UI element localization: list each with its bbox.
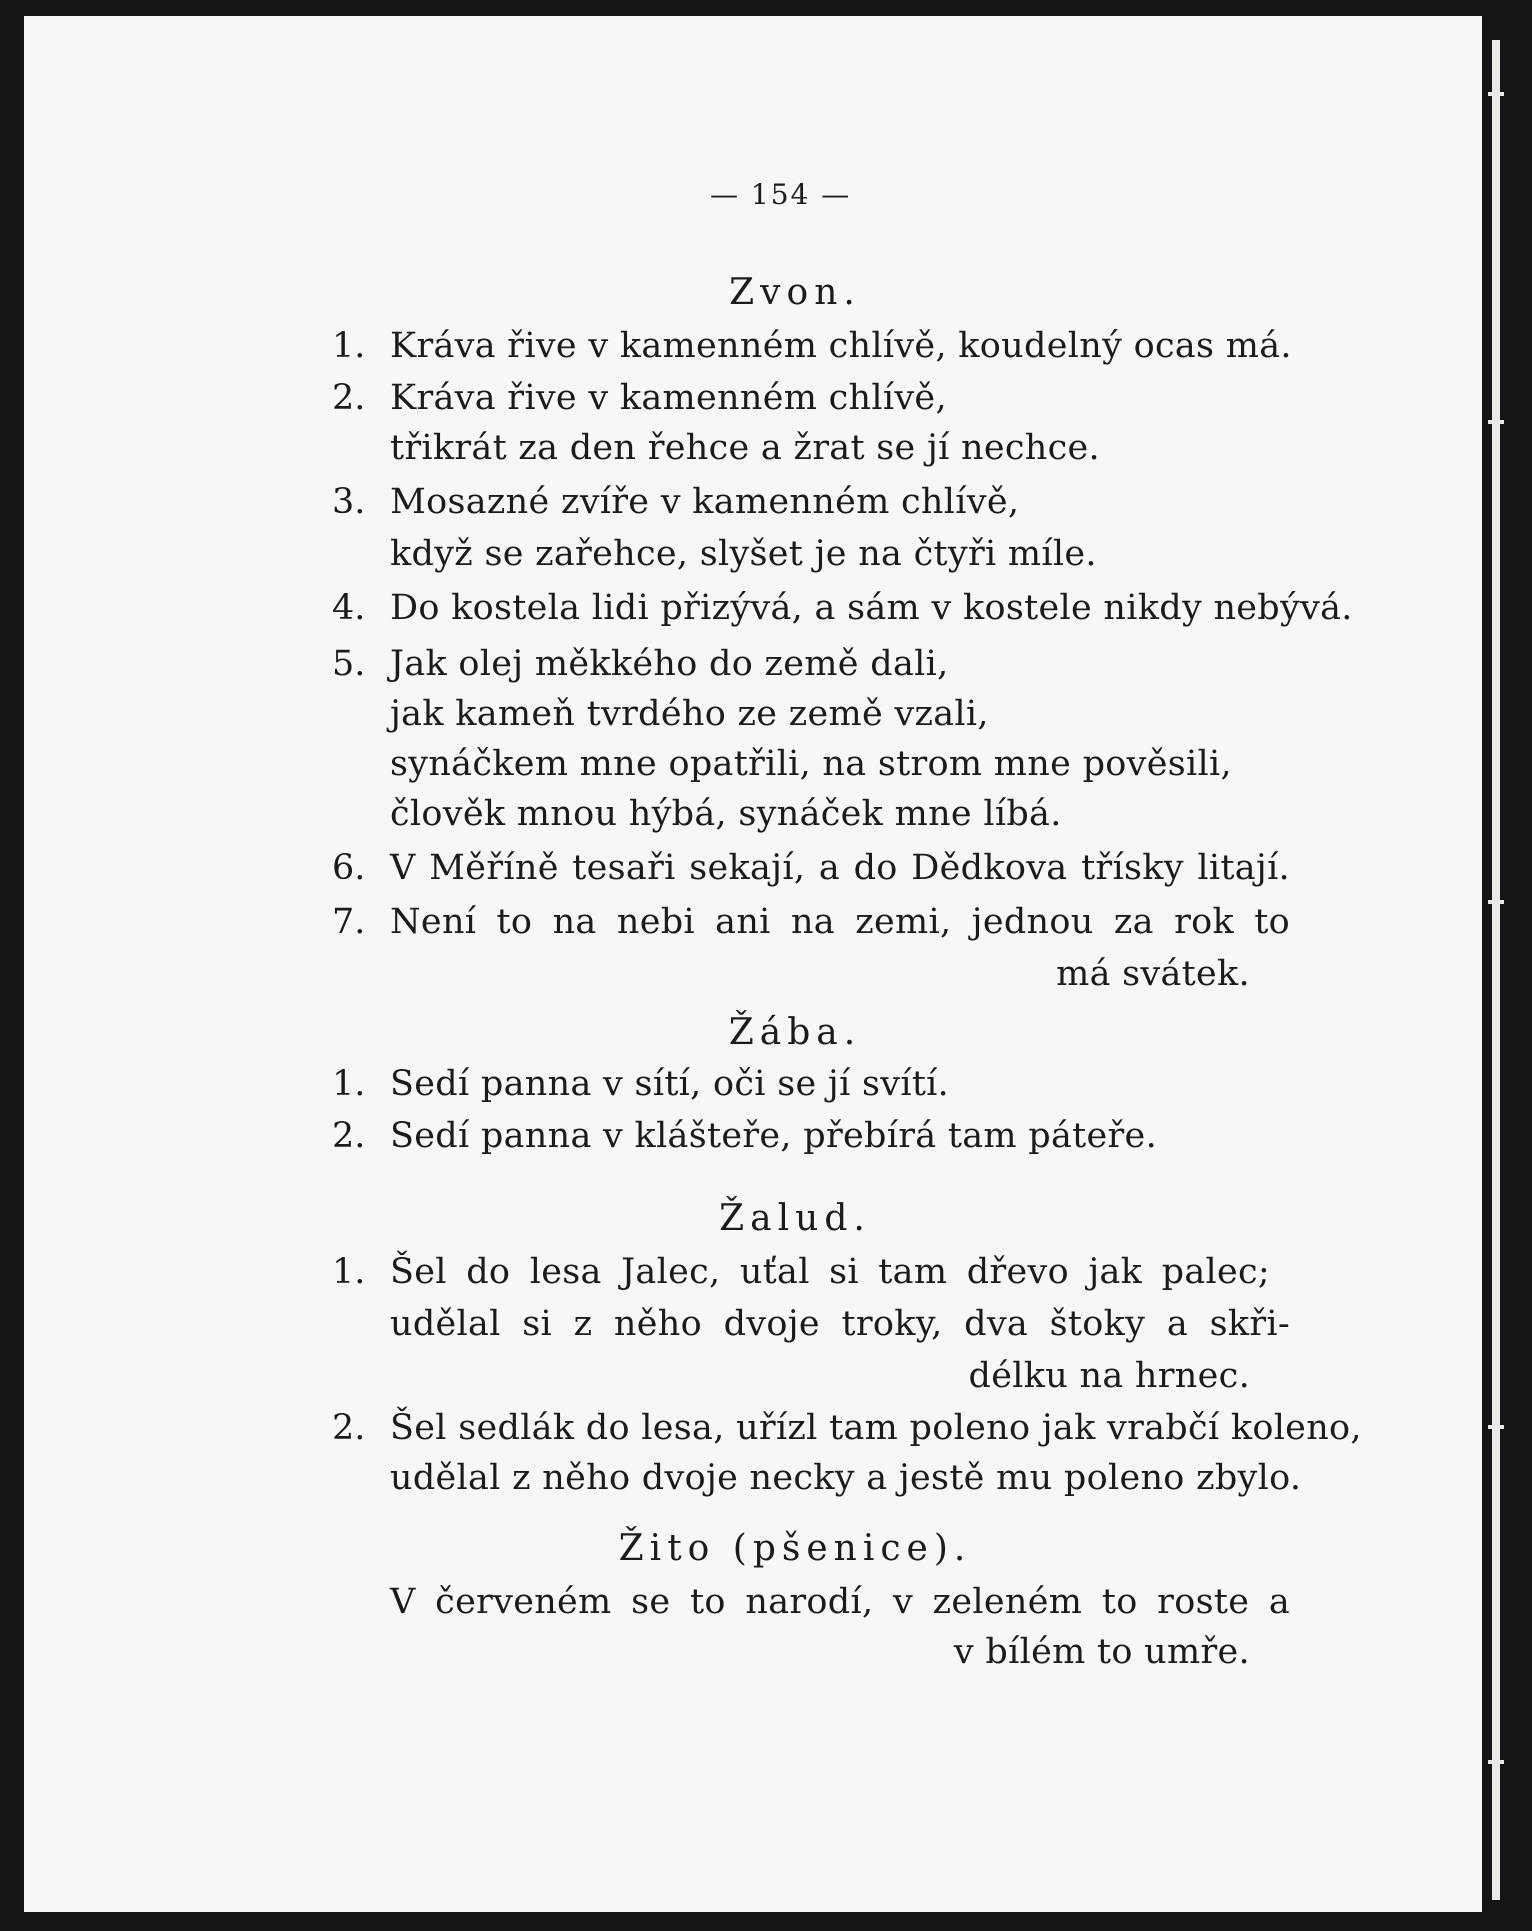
riddle-line: Do kostela lidi přizývá, a sám v kostele nikdy nebývá. [390, 588, 1353, 628]
riddle-line: synáčkem mne opatřili, na strom mne pověsili, [390, 744, 1232, 784]
riddle-line: V Měříně tesaři sekají, a do Dědkova třísky litají. [390, 848, 1290, 888]
spine-mark [1488, 92, 1504, 96]
riddle-line: jak kameň tvrdého ze země vzali, [390, 694, 989, 734]
riddle-line: třikrát za den řehce a žrat se jí nechce. [390, 428, 1100, 468]
riddle-line: V červeném se to narodí, v zeleném to roste a [390, 1582, 1290, 1622]
spine-mark [1488, 1425, 1504, 1429]
riddle-line: Kráva řive v kamenném chlívě, koudelný ocas má. [390, 326, 1292, 366]
riddle-line: Šel sedlák do lesa, uřízl tam poleno jak vrabčí koleno, [390, 1408, 1362, 1448]
riddle-number: 6. [332, 848, 366, 888]
riddle-number: 4. [332, 588, 366, 628]
riddle-line: Kráva řive v kamenném chlívě, [390, 378, 947, 418]
riddle-number: 1. [332, 1064, 366, 1104]
riddle-line: Není to na nebi ani na zemi, jednou za rok to [390, 902, 1290, 942]
riddle-number: 1. [332, 1252, 366, 1292]
riddle-line: Sedí panna v sítí, oči se jí svítí. [390, 1064, 950, 1104]
section-heading-zvon: Zvon. [729, 272, 861, 313]
riddle-line: v bílém to umře. [953, 1632, 1250, 1672]
riddle-line: když se zařehce, slyšet je na čtyři míle. [390, 534, 1097, 574]
riddle-number: 1. [332, 326, 366, 366]
section-heading-zalud: Žalud. [719, 1198, 871, 1239]
riddle-number: 2. [332, 378, 366, 418]
riddle-line: má svátek. [1056, 954, 1250, 994]
riddle-line: délku na hrnec. [968, 1356, 1250, 1396]
page-number: — 154 — [710, 178, 852, 211]
riddle-line: udělal z něho dvoje necky a jestě mu poleno zbylo. [390, 1458, 1302, 1498]
page-spine-edge [1492, 40, 1500, 1900]
riddle-number: 2. [332, 1408, 366, 1448]
spine-mark [1488, 900, 1504, 904]
spine-mark [1488, 420, 1504, 424]
riddle-line: Sedí panna v klášteře, přebírá tam páteře. [390, 1116, 1157, 1156]
spine-mark [1488, 1760, 1504, 1764]
riddle-line: Šel do lesa Jalec, uťal si tam dřevo jak palec; [390, 1252, 1270, 1292]
riddle-line: udělal si z něho dvoje troky, dva štoky a skři- [390, 1304, 1290, 1344]
riddle-number: 3. [332, 482, 366, 522]
section-heading-zito: Žito (pšenice). [618, 1528, 972, 1569]
riddle-number: 7. [332, 902, 366, 942]
riddle-line: Mosazné zvíře v kamenném chlívě, [390, 482, 1020, 522]
section-heading-zaba: Žába. [728, 1012, 862, 1053]
riddle-line: Jak olej měkkého do země dali, [390, 644, 949, 684]
riddle-number: 5. [332, 644, 366, 684]
riddle-line: člověk mnou hýbá, synáček mne líbá. [390, 794, 1062, 834]
riddle-number: 2. [332, 1116, 366, 1156]
